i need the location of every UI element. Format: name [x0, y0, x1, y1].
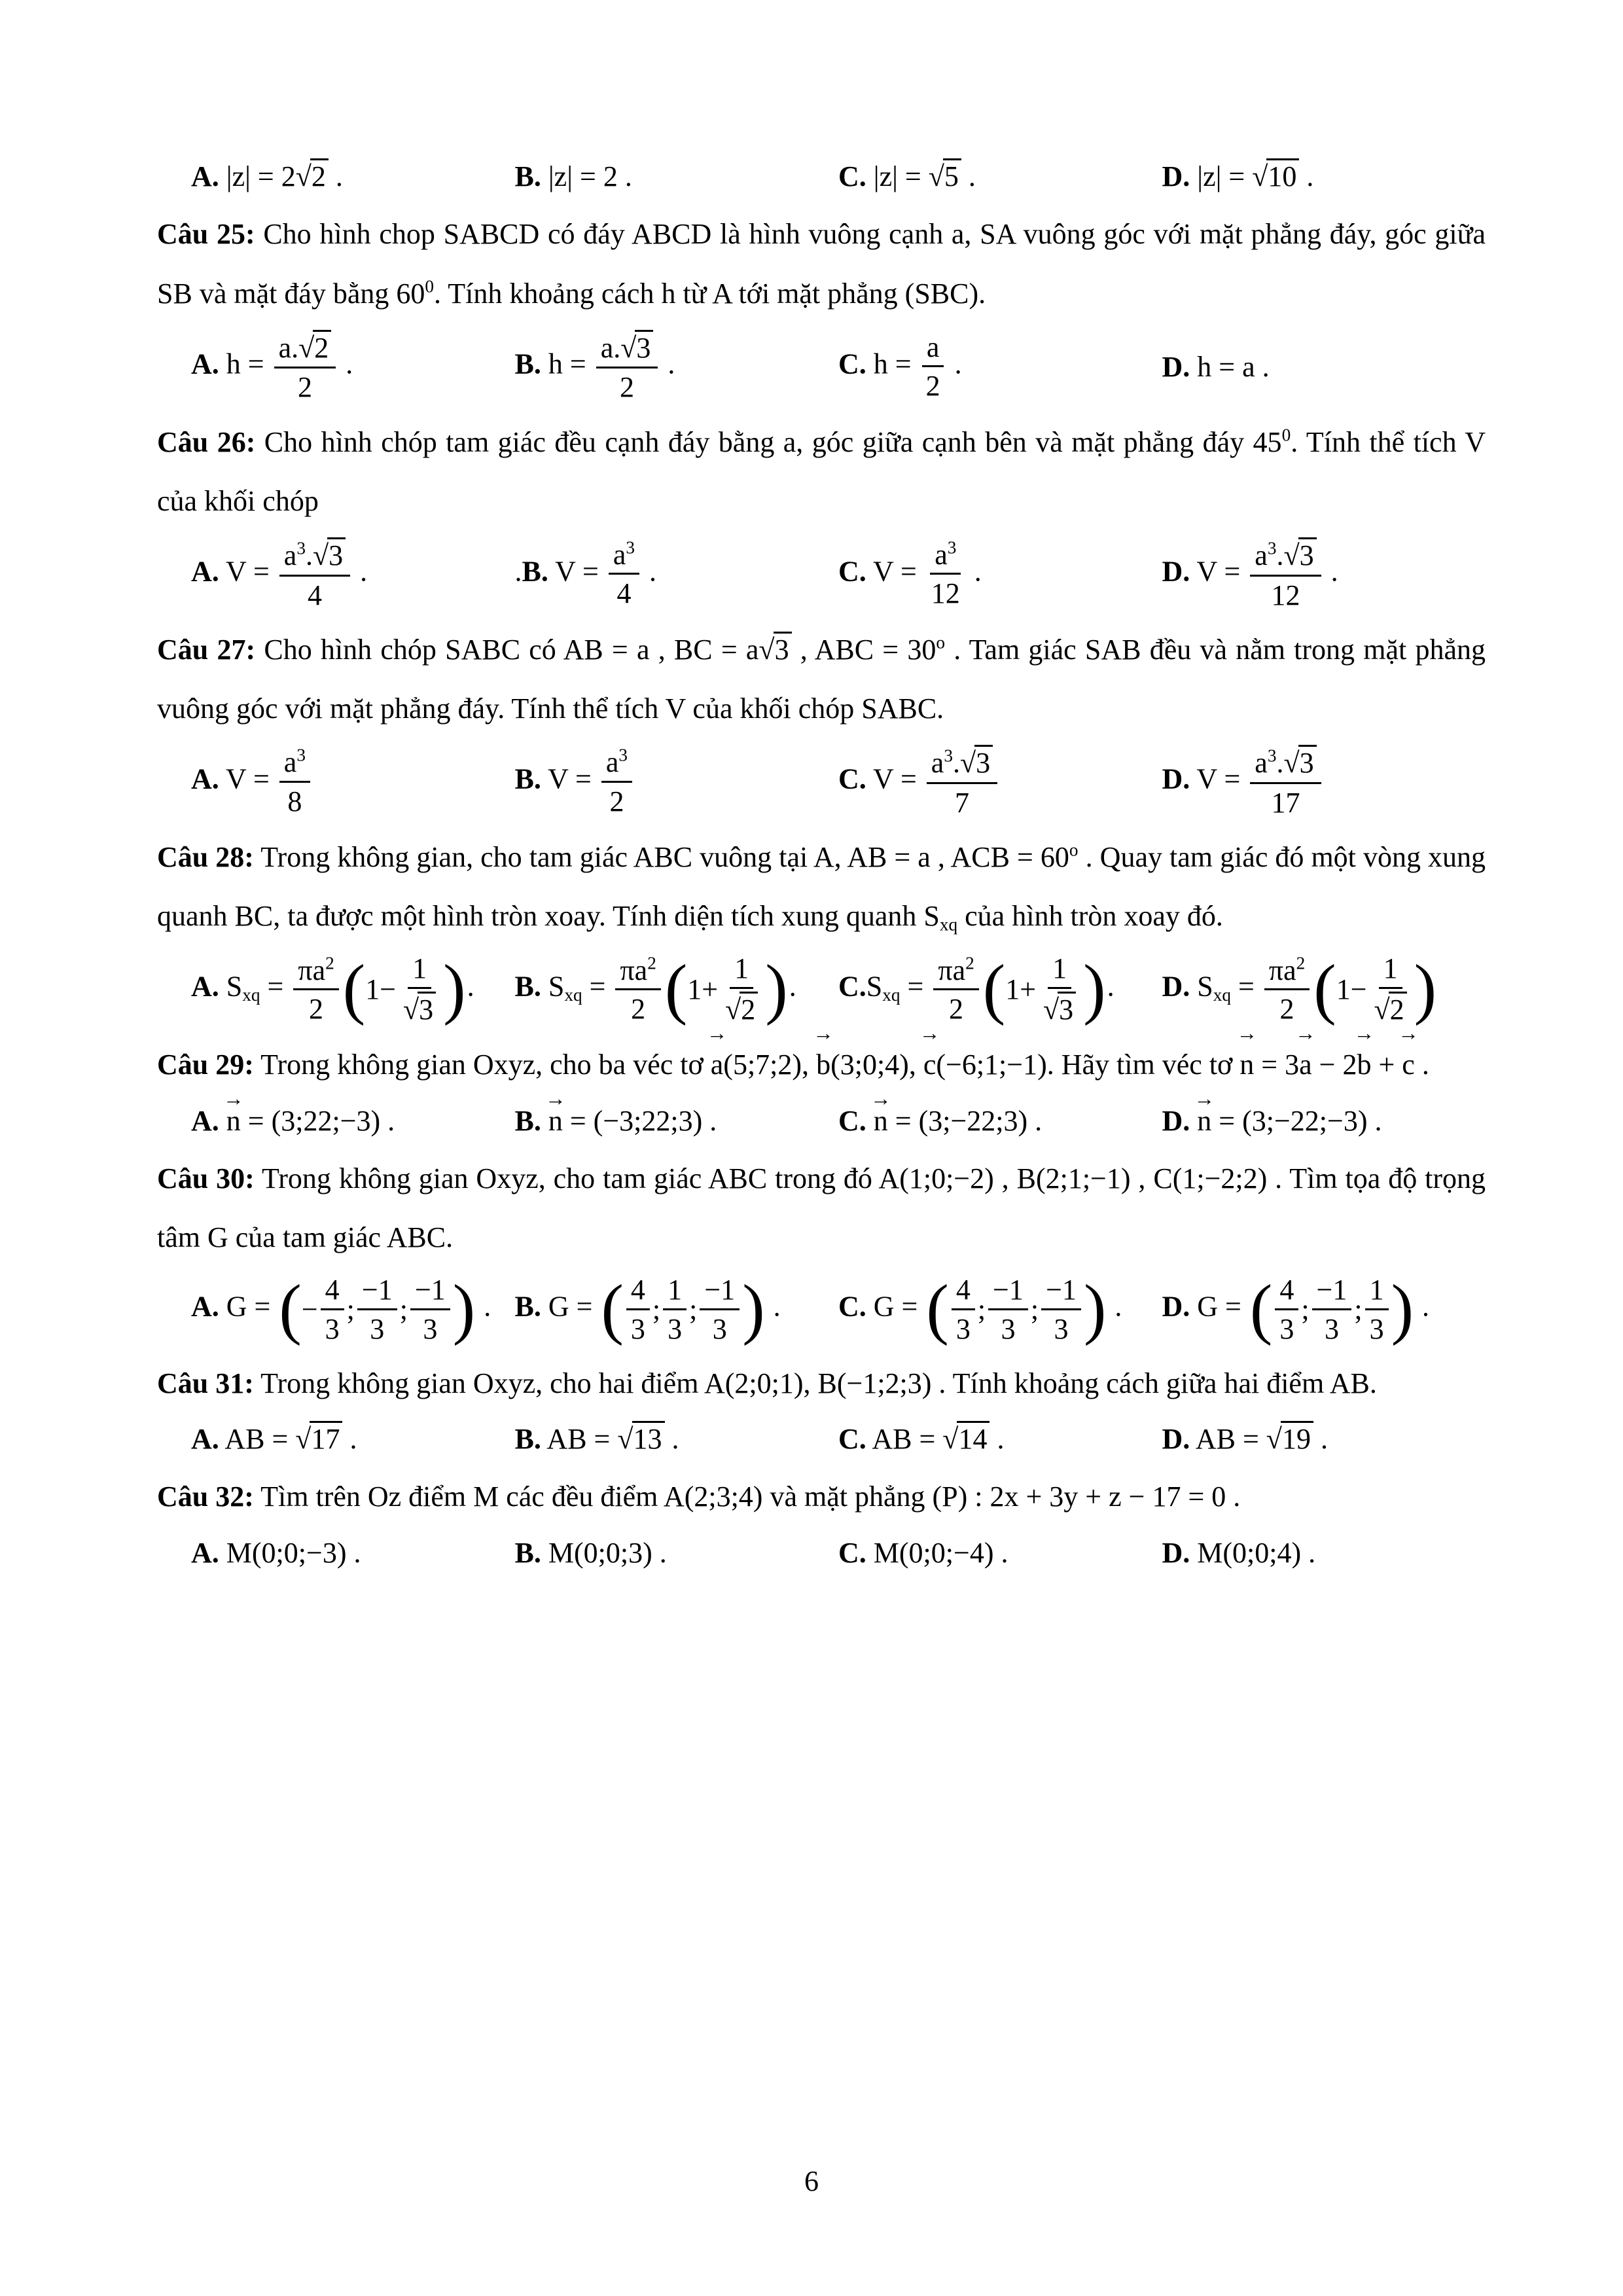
answer-option-c: C. M(0;0;−4) . [838, 1536, 1008, 1569]
radical-sign: √ [1252, 160, 1268, 192]
answer-option-a: A. → n = (3;22;−3) . [191, 1086, 395, 1137]
answer-option-b: B. AB = √13 . [515, 1420, 839, 1458]
radical-sign: √ [1374, 993, 1390, 1026]
radical-sign: √ [725, 993, 741, 1026]
answer-option-c: $C.S_{xq}$ = $\frac{\pi a^2}{2}$ ( 1+ $\frac{1}{√3}$ ) . [838, 952, 1115, 1027]
vector-arrow-icon: → [813, 1021, 834, 1045]
answer-option-d: D. |z| = √10 . [1162, 157, 1486, 196]
vector-arrow-icon: → [1353, 1021, 1375, 1045]
radical-sign: √ [959, 747, 976, 780]
radical-sign: √ [298, 331, 315, 364]
answer-option-b: B. $S_{xq}$ = $\frac{\pi a^2}{2}$ ( 1+ $\frac{1}{√2}$ ) . [514, 952, 796, 1027]
answer-option-b: B. |z| = 2 . [514, 160, 632, 192]
radical-sign: √ [617, 1423, 633, 1455]
answer-option-b: B. M(0;0;3) . [514, 1536, 667, 1569]
answer-options-row [157, 537, 1486, 611]
answer-option-d: D. V = $\frac{a^3.√3}{17}$ [1162, 745, 1486, 819]
exam-content [157, 151, 1486, 1581]
answer-option-a: A. V = $\frac{a^3}{8}$ [191, 746, 515, 817]
answer-option-d: D. V = $\frac{a^3.√3}{12}$ . [1162, 538, 1338, 611]
question-text: Câu 32: Tìm trên Oz điểm M các đều điểm A(2;3;4) và mặt phẳng (P) : 2x + 3y + z − 17 = 0 . [157, 1480, 1241, 1513]
answer-option-c: C. G = ( $\frac{4}{3}$ ; $\frac{-1}{3}$ ; $\frac{-1}{3}$ ) . [838, 1271, 1122, 1346]
radical-sign: √ [403, 993, 419, 1026]
answer-option-a: A. V = $\frac{a^3.√3}{4}$ . [191, 538, 368, 611]
answer-option-b: B. h = $\frac{a.√3}{2}$ . [515, 330, 839, 404]
answer-option-d: D. h = a . [1162, 350, 1270, 383]
answer-option-c: C. V = $\frac{a^3}{12}$ . [838, 537, 982, 610]
radical-sign: √ [295, 160, 312, 192]
radical-sign: √ [758, 633, 775, 666]
page-number: 6 [804, 2165, 819, 2197]
answer-option-c: C. |z| = √5 . [838, 157, 1162, 196]
answer-option-b: B. V = $\frac{a^3}{2}$ [515, 746, 839, 817]
answer-options-row [157, 1534, 1486, 1572]
answer-options-row [157, 157, 1486, 196]
question-text: Câu 27: Cho hình chóp SABC có AB = a , BC = a√3 , ABC = $30^o$ . Tam giác SAB đều và nằm trong mặt phẳng vuông góc với mặt phẳng đáy. Tính thể tích V của khối chóp SABC. [157, 620, 1486, 738]
radical-sign: √ [1266, 1423, 1282, 1455]
question-text: Câu 30: Trong không gian Oxyz, cho tam giác ABC trong đó A(1;0;−2) , B(2;1;−1) , C(1;−2;2) . Tìm tọa độ trọng tâm G của tam giác ABC. [157, 1162, 1486, 1254]
answer-option-c: C. V = $\frac{a^3.√3}{7}$ [838, 745, 1162, 819]
answer-option-b: B. G = ( $\frac{4}{3}$ ; $\frac{1}{3}$ ; $\frac{-1}{3}$ ) . [514, 1271, 781, 1346]
answer-option-c: C. AB = √14 . [838, 1420, 1162, 1458]
radical-sign: √ [295, 1423, 312, 1455]
question-text: Câu 31: Trong không gian Oxyz, cho hai điểm A(2;0;1), B(−1;2;3) . Tính khoảng cách giữa hai điểm AB. [157, 1367, 1377, 1399]
question-text: Câu 26: Cho hình chóp tam giác đều cạnh đáy bằng a, góc giữa cạnh bên và mặt phẳng đáy $45^0$. Tính thể tích V của khối chóp [157, 425, 1486, 517]
question-text: Câu 28: Trong không gian, cho tam giác ABC vuông tại A, AB = a , ACB = $60^o$ . Quay tam giác đó một vòng xung quanh BC, ta được một hình tròn xoay. Tính diện tích xung quanh $S_{xq}$ của hình tròn xoay đó. [157, 840, 1486, 935]
vector-arrow-icon: → [223, 1086, 244, 1110]
answer-option-d: D. M(0;0;4) . [1162, 1536, 1316, 1569]
answer-options-row [157, 1271, 1486, 1346]
vector-arrow-icon: → [1194, 1086, 1215, 1110]
answer-option-c: C. h = $\frac{a}{2}$ . [838, 331, 962, 403]
vector-arrow-icon: → [706, 1021, 728, 1045]
answer-option-d: D. → n = (3;−22;−3) . [1162, 1086, 1382, 1137]
answer-options-row [157, 1086, 1486, 1140]
question-text: Câu 29: Trong không gian Oxyz, cho ba véc tơ → a(5;7;2), → b(3;0;4), → c(−6;1;−1). Hãy tìm véc tơ → n = 3 → a − 2 → b + → c . [157, 1021, 1429, 1081]
answer-option-c: C. → n = (3;−22;3) . [838, 1086, 1043, 1137]
answer-option-a: A. M(0;0;−3) . [191, 1536, 361, 1569]
radical-sign: √ [1283, 747, 1300, 780]
radical-sign: √ [312, 539, 329, 571]
vector-arrow-icon: → [1236, 1021, 1258, 1045]
radical-sign: √ [942, 1423, 959, 1455]
answer-option-d: D. $S_{xq}$ = $\frac{\pi a^2}{2}$ ( 1− $\frac{1}{√2}$ ) [1162, 952, 1437, 1027]
radical-sign: √ [1283, 539, 1300, 571]
answer-option-a: A. AB = √17 . [191, 1420, 515, 1458]
answer-options-row [157, 330, 1486, 404]
answer-option-a: A. h = $\frac{a.√2}{2}$ . [191, 330, 515, 404]
answer-options-row [157, 1420, 1486, 1458]
vector-arrow-icon: → [870, 1086, 891, 1110]
answer-option-b: B. → n = (−3;22;3) . [514, 1086, 717, 1137]
answer-option-a: A. G = ( − $\frac{4}{3}$ ; $\frac{-1}{3}$ ; $\frac{-1}{3}$ ) . [191, 1271, 491, 1346]
vector-arrow-icon: → [919, 1021, 940, 1045]
answer-option-a: A. |z| = 2√2 . [191, 157, 515, 196]
answer-options-row [157, 745, 1486, 819]
radical-sign: √ [928, 160, 944, 192]
radical-sign: √ [1043, 993, 1060, 1026]
vector-arrow-icon: → [1398, 1021, 1419, 1045]
answer-option-d: D. G = ( $\frac{4}{3}$ ; $\frac{-1}{3}$ ; $\frac{1}{3}$ ) . [1162, 1271, 1430, 1346]
answer-option-a: A. $S_{xq}$ = $\frac{\pi a^2}{2}$ ( 1− $\frac{1}{√3}$ ) . [191, 952, 474, 1027]
radical-sign: √ [620, 331, 637, 364]
vector-arrow-icon: → [1295, 1021, 1316, 1045]
question-text: Câu 25: Cho hình chop SABCD có đáy ABCD là hình vuông cạnh a, SA vuông góc với mặt phẳng đáy, góc giữa SB và mặt đáy bằng $60^0$. Tính khoảng cách h từ A tới mặt phẳng (SBC). [157, 218, 1486, 310]
vector-arrow-icon: → [545, 1086, 566, 1110]
answer-option-b: .B. V = $\frac{a^3}{4}$ . [514, 537, 657, 610]
answer-option-d: D. AB = √19 . [1162, 1420, 1486, 1458]
answer-options-row [157, 952, 1486, 1026]
